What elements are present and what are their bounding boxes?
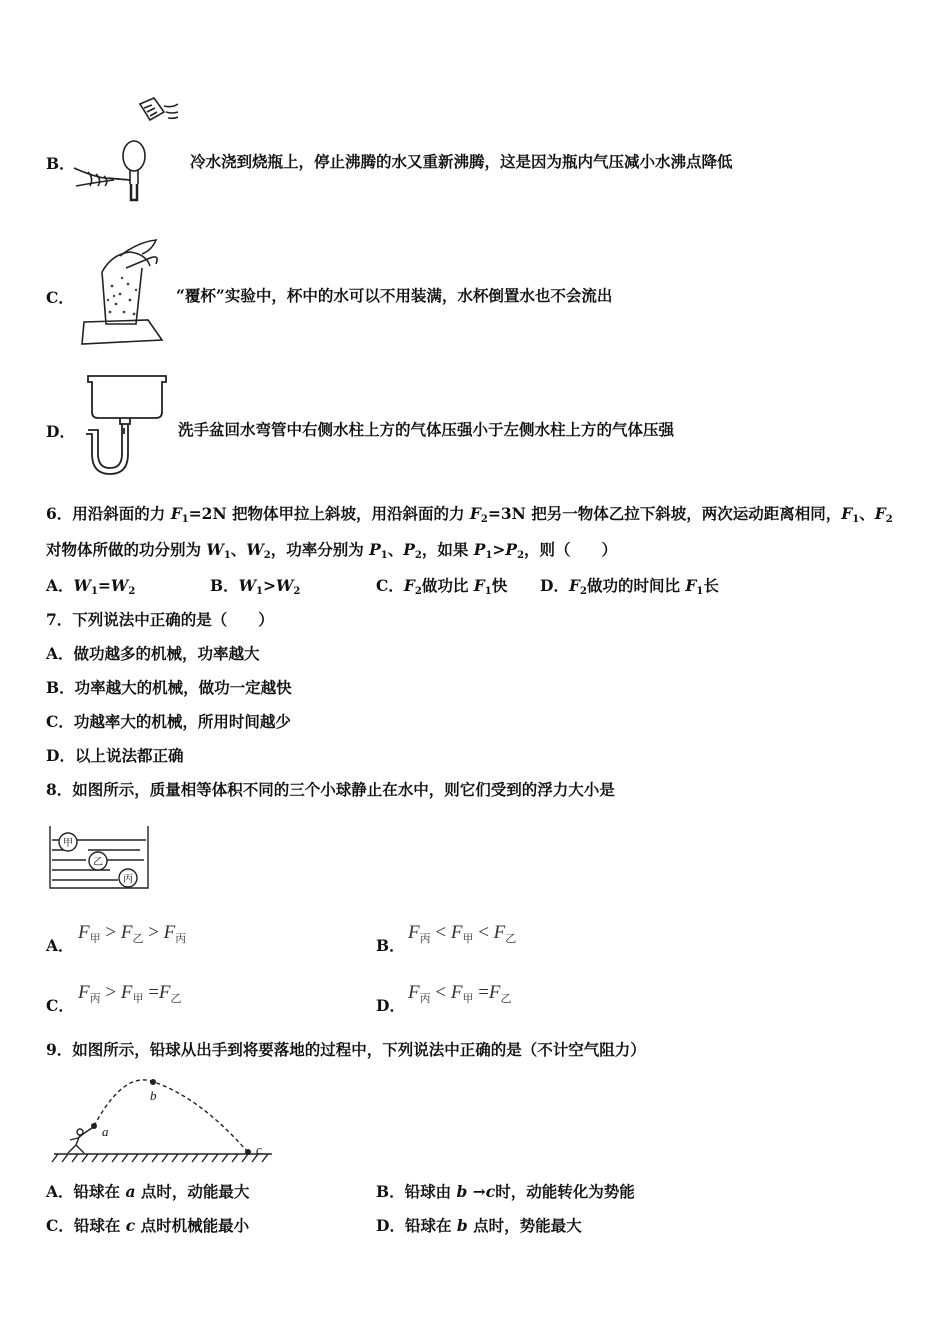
q8-option-d-formula: $F_丙 < F_甲 =F_乙$ — [408, 982, 512, 1005]
q6-option-d: D．$F_2$做功的时间比 $F_1$长 — [540, 576, 719, 597]
q8-option-c-formula: $F_丙 > F_甲 =F_乙$ — [78, 982, 182, 1005]
q5-option-b-text: 冷水浇到烧瓶上，停止沸腾的水又重新沸腾，这是因为瓶内气压减小水沸点降低 — [190, 152, 733, 171]
point-b-dot — [150, 1079, 156, 1085]
ball-label-bing: 丙 — [123, 874, 133, 885]
q9-option-c: C．铅球在 c 点时机械能最小 — [46, 1216, 250, 1235]
floating-balls-figure — [48, 824, 152, 892]
q9-stem: 9．如图所示，铅球从出手到将要落地的过程中，下列说法中正确的是（不计空气阻力） — [46, 1040, 646, 1059]
q5-option-d-text: 洗手盆回水弯管中右侧水柱上方的气体压强小于左侧水柱上方的气体压强 — [178, 420, 675, 439]
shot-put-trajectory-figure — [50, 1074, 276, 1164]
q6-stem-line2: 对物体所做的功分别为 $W_1$、$W_2$，功率分别为 $P_1$、$P_2$，如果 $P_1>P_2$，则（ ） — [46, 540, 618, 561]
point-a-dot — [91, 1123, 97, 1129]
inverted-cup-figure — [80, 238, 170, 350]
q7-option-a: A．做功越多的机械，功率越大 — [46, 644, 260, 663]
q6-stem-line1: 6．用沿斜面的力 $F_1=2N$ 把物体甲拉上斜坡，用沿斜面的力 $F_2=3N$ 把另一物体乙拉下斜坡，两次运动距离相同，$F_1$、$F_2$ — [46, 504, 893, 525]
q7-option-d: D．以上说法都正确 — [46, 746, 184, 765]
q5-option-c-label: C． — [46, 288, 74, 307]
q9-option-d: D．铅球在 b 点时，势能最大 — [376, 1216, 582, 1235]
q8-option-a-formula: $F_甲 > F_乙 > F_丙$ — [78, 922, 187, 945]
q5-option-c-text: “覆杯”实验中，杯中的水可以不用装满，水杯倒置水也不会流出 — [176, 286, 613, 305]
q6-option-a: A．$W_1=W_2$ — [46, 576, 136, 597]
q7-option-b: B．功率越大的机械，做功一定越快 — [46, 678, 292, 697]
q9-option-a: A．铅球在 a 点时，动能最大 — [46, 1182, 250, 1201]
q8-option-a-label: A． — [46, 936, 74, 955]
point-label-c: c — [256, 1142, 262, 1157]
ball-label-yi: 乙 — [93, 857, 103, 868]
q5-option-b-label: B． — [46, 154, 75, 173]
q7-option-c: C．功越率大的机械，所用时间越少 — [46, 712, 291, 731]
point-label-b: b — [150, 1088, 157, 1103]
q8-option-b-label: B． — [376, 936, 405, 955]
q8-stem: 8．如图所示，质量相等体积不同的三个小球静止在水中，则它们受到的浮力大小是 — [46, 780, 615, 799]
boiling-flask-figure — [68, 96, 188, 206]
point-c-dot — [245, 1149, 251, 1155]
q8-option-b-formula: $F_丙 < F_甲 < F_乙$ — [408, 922, 517, 945]
q6-option-b: B．$W_1>W_2$ — [210, 576, 301, 597]
q9-option-b: B．铅球由 b →c时，动能转化为势能 — [376, 1182, 635, 1201]
q7-stem: 7．下列说法中正确的是（ ） — [46, 610, 274, 629]
sink-trap-figure — [80, 372, 172, 476]
q8-option-c-label: C． — [46, 996, 74, 1015]
point-label-a: a — [102, 1124, 109, 1139]
q5-option-d-label: D． — [46, 422, 75, 441]
q8-option-d-label: D． — [376, 996, 405, 1015]
q6-option-c: C．$F_2$做功比 $F_1$快 — [376, 576, 508, 597]
ball-label-jia: 甲 — [63, 838, 73, 849]
